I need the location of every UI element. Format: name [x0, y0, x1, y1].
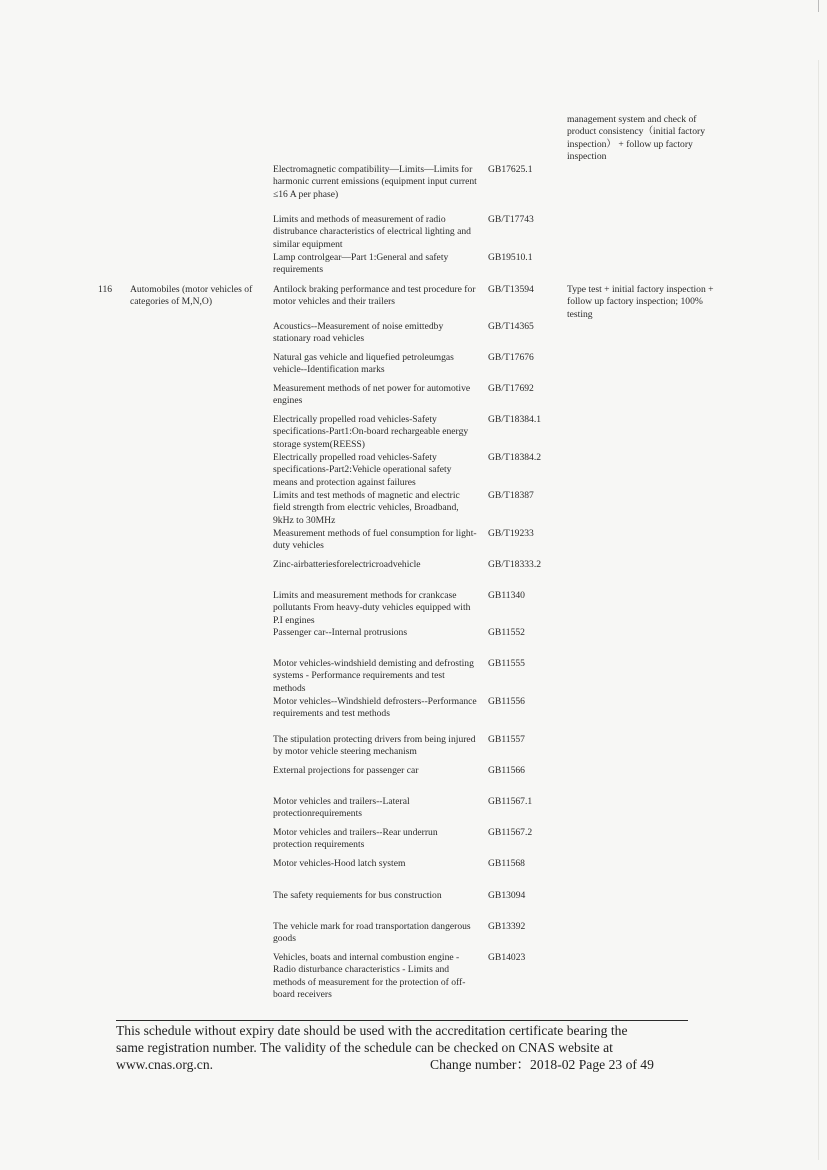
standard-name: The vehicle mark for road transportation dangerous goods	[273, 921, 471, 945]
standard-name: The safety requiements for bus construction	[273, 890, 442, 901]
standard-code: GB19510.1	[488, 252, 533, 263]
footer-line-1: This schedule without expiry date should be used with the accreditation certificate bearing the	[116, 1023, 628, 1038]
standard-name: Acoustics--Measurement of noise emittedby stationary road vehicles	[273, 321, 444, 345]
cnas-website-link[interactable]: www.cnas.org.cn.	[116, 1057, 214, 1072]
standard-code: GB11340	[488, 590, 525, 601]
footer-rule	[116, 1020, 688, 1021]
standard-name: Motor vehicles and trailers--Lateral protectionrequirements	[273, 796, 410, 820]
scan-edge-mark	[818, 0, 819, 12]
standard-name: Measurement methods of fuel consumption for light-duty vehicles	[273, 528, 477, 552]
standard-name: Electrically propelled road vehicles-Safety specifications-Part2:Vehicle operational safety means and protection against failures	[273, 452, 452, 488]
standard-name: Natural gas vehicle and liquefied petroleumgas vehicle--Identification marks	[273, 352, 454, 376]
standard-name: Measurement methods of net power for automotive engines	[273, 383, 471, 407]
scan-edge-shadow	[818, 60, 819, 1160]
standard-code: GB11567.1	[488, 796, 533, 807]
standard-code: GB/T18384.1	[488, 414, 542, 425]
standard-code: GB14023	[488, 952, 526, 963]
standard-code: GB/T18333.2	[488, 559, 542, 570]
product-category: Automobiles (motor vehicles of categories of M,N,O)	[130, 284, 253, 308]
standard-code: GB11556	[488, 696, 525, 707]
standard-code: GB13094	[488, 890, 526, 901]
standard-code: GB11552	[488, 627, 525, 638]
standard-name: Passenger car--Internal protrusions	[273, 627, 408, 638]
change-number-page: Change number：2018-02 Page 23 of 49	[430, 1057, 654, 1072]
standard-code: GB11555	[488, 658, 525, 669]
standard-name: Motor vehicles and trailers--Rear underrun protection requirements	[273, 827, 438, 851]
item-number: 116	[98, 284, 113, 295]
standard-code: GB/T18384.2	[488, 452, 542, 463]
standard-name: Electrically propelled road vehicles-Safety specifications-Part1:On-board rechargeable energy storage system(REESS)	[273, 414, 469, 450]
standard-name: Limits and test methods of magnetic and electric field strength from electric vehicles, Broadband, 9kHz to 30MHz	[273, 490, 460, 526]
standard-name: Electromagnetic compatibility—Limits—Limits for harmonic current emissions (equipment input current ≤16 A per phase)	[273, 164, 477, 200]
standard-name: Limits and methods of measurement of radio distrubance characteristics of electrical lighting and similar equipment	[273, 214, 471, 250]
footer-line-3	[116, 1056, 676, 1073]
method-continuation: management system and check of product consistency（initial factory inspection） + follow up factory inspection	[567, 114, 706, 163]
standard-code: GB/T18387	[488, 490, 534, 501]
standard-name: Limits and measurement methods for crankcase pollutants From heavy-duty vehicles equipped with P.I engines	[273, 590, 471, 626]
standard-code: GB11557	[488, 734, 525, 745]
standard-name: External projections for passenger car	[273, 765, 419, 776]
standard-code: GB/T17692	[488, 383, 534, 394]
footer-line-2: same registration number. The validity of the schedule can be checked on CNAS website at	[116, 1040, 613, 1055]
standard-name: Motor vehicles--Windshield defrosters--Performance requirements and test methods	[273, 696, 477, 720]
footer-note	[116, 1022, 676, 1073]
standard-code: GB11568	[488, 858, 525, 869]
standard-code: GB11567.2	[488, 827, 533, 838]
standard-name: Motor vehicles-windshield demisting and defrosting systems - Performance requirements and test methods	[273, 658, 474, 694]
standard-code: GB17625.1	[488, 164, 533, 175]
standard-code: GB/T14365	[488, 321, 534, 332]
standard-name: Vehicles, boats and internal combustion engine - Radio disturbance characteristics - Limits and methods of measurement for the protection of off-board receivers	[273, 952, 466, 1001]
standard-code: GB/T13594	[488, 284, 534, 295]
standard-code: GB/T17676	[488, 352, 534, 363]
standard-name: The stipulation protecting drivers from being injured by motor vehicle steering mechanism	[273, 734, 476, 758]
standard-name: Antilock braking performance and test procedure for motor vehicles and their trailers	[273, 284, 476, 308]
standard-code: GB11566	[488, 765, 525, 776]
standard-name: Lamp controlgear—Part 1:General and safety requirements	[273, 252, 449, 276]
standard-name: Motor vehicles-Hood latch system	[273, 858, 406, 869]
standard-name: Zinc-airbatteriesforelectricroadvehicle	[273, 559, 421, 570]
standard-code: GB/T19233	[488, 528, 534, 539]
standard-code: GB13392	[488, 921, 526, 932]
certification-method: Type test + initial factory inspection + follow up factory inspection; 100% testing	[567, 284, 714, 320]
standard-code: GB/T17743	[488, 214, 534, 225]
